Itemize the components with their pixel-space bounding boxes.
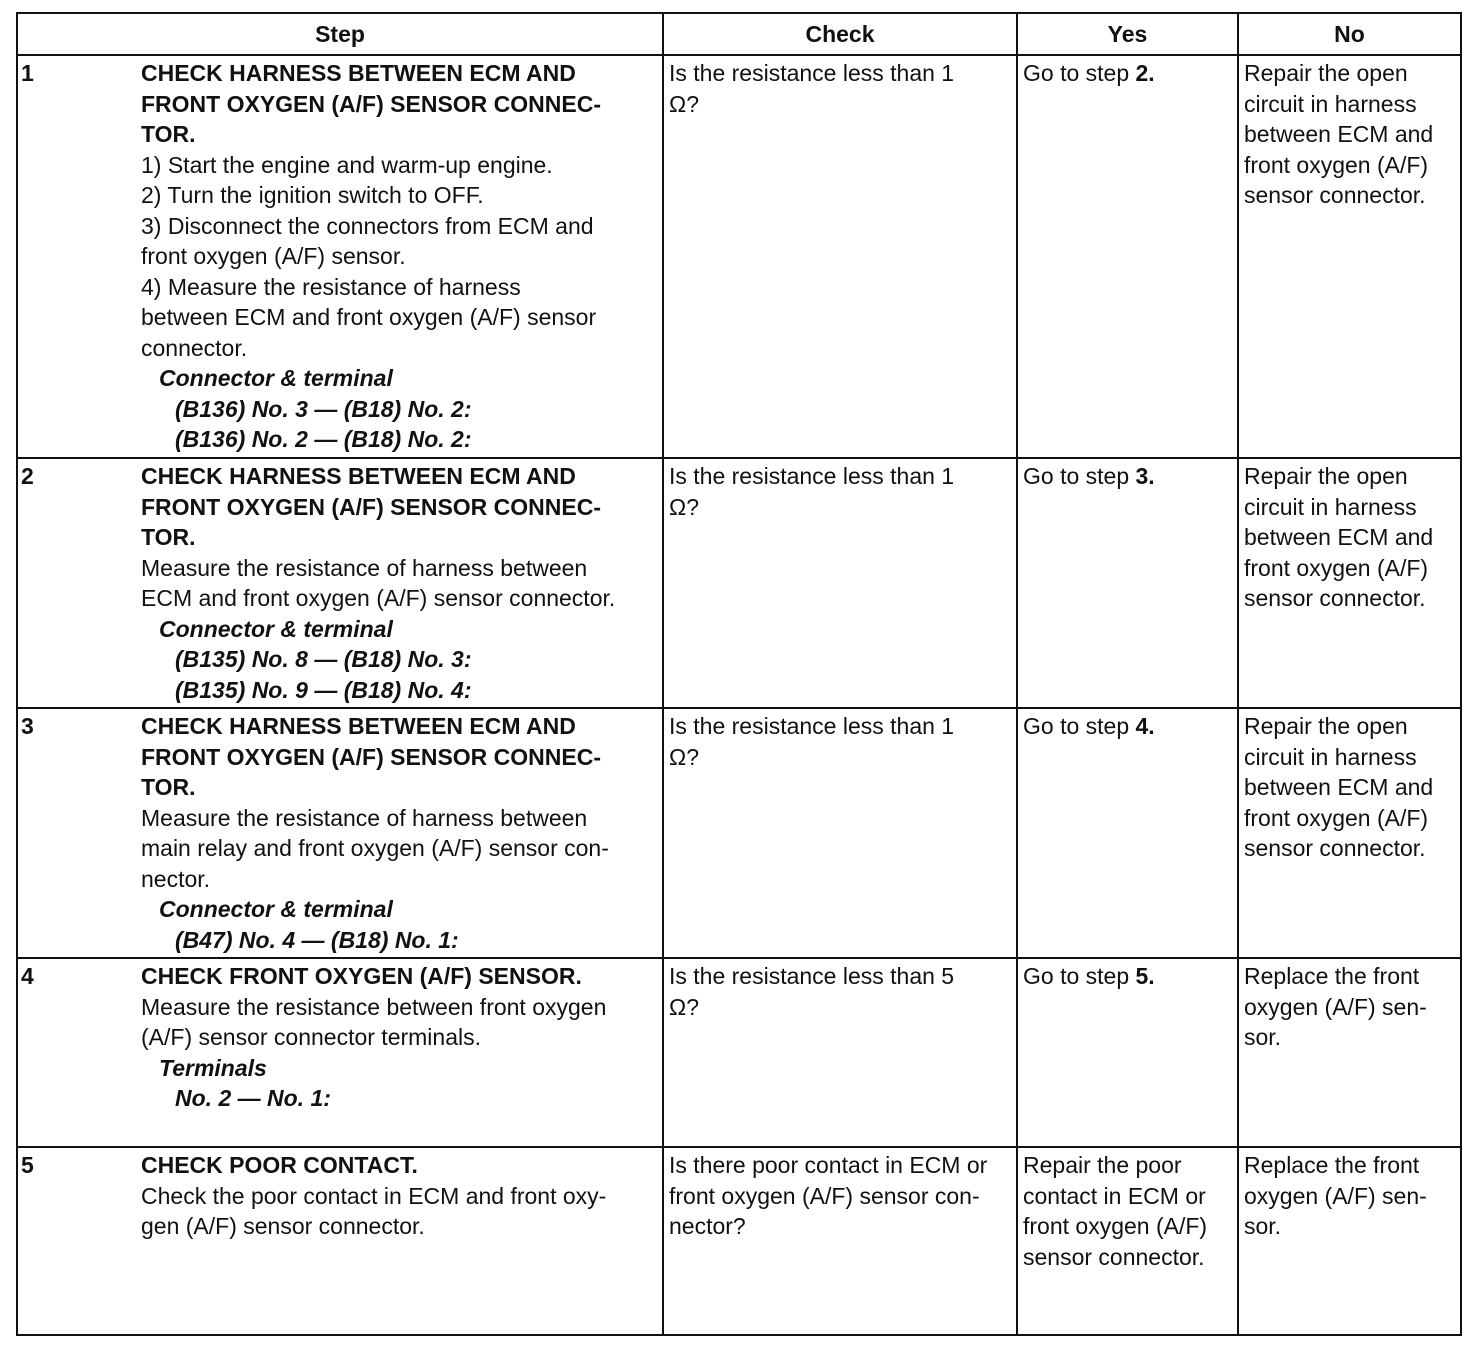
no-line: Repair the open — [1244, 463, 1408, 489]
check-line: Is the resistance less than 1 — [669, 60, 955, 86]
no-line: oxygen (A/F) sen- — [1244, 993, 1427, 1020]
step-cell — [17, 458, 663, 708]
table-row — [17, 708, 1461, 958]
step-title-line: TOR. — [141, 774, 196, 800]
no-cell — [1238, 458, 1461, 708]
no-cell — [1238, 1147, 1461, 1335]
step-title-line: FRONT OXYGEN (A/F) SENSOR CONNEC- — [141, 493, 602, 520]
step-body-line: (A/F) sensor connector terminals. — [141, 1024, 482, 1050]
terminals-heading: Terminals — [159, 1054, 267, 1081]
header-check: Check — [663, 13, 1017, 55]
step-body-line: Measure the resistance of harness between — [141, 554, 588, 581]
connector-terminal-heading: Connector & terminal — [159, 896, 393, 922]
yes-line: sensor connector. — [1023, 1243, 1205, 1270]
step-title-line: CHECK HARNESS BETWEEN ECM AND — [141, 713, 576, 739]
table-header-row — [17, 13, 1461, 55]
check-cell — [663, 458, 1017, 708]
yes-cell — [1017, 458, 1238, 708]
step-body-line: Check the poor contact in ECM and front oxy- — [141, 1182, 607, 1209]
table-row — [17, 55, 1461, 458]
step-number: 3 — [21, 713, 34, 739]
step-body-line: 3) Disconnect the connectors from ECM and — [141, 212, 594, 239]
no-line: Repair the open — [1244, 60, 1408, 86]
yes-prefix: Go to step — [1023, 60, 1130, 86]
yes-line: Repair the poor — [1023, 1152, 1182, 1178]
check-line: Is there poor contact in ECM or — [669, 1152, 988, 1178]
step-body-line: Measure the resistance between front oxygen — [141, 993, 607, 1020]
no-line: between ECM and — [1244, 524, 1434, 550]
check-line: Is the resistance less than 5 — [669, 963, 955, 989]
no-line: Replace the front — [1244, 1152, 1420, 1178]
step-cell — [17, 708, 663, 958]
step-body-line: ECM and front oxygen (A/F) sensor connector. — [141, 585, 616, 611]
step-title-line: CHECK HARNESS BETWEEN ECM AND — [141, 463, 576, 489]
step-title-line: CHECK FRONT OXYGEN (A/F) SENSOR. — [141, 963, 582, 989]
no-line: circuit in harness — [1244, 493, 1417, 520]
step-number: 5 — [21, 1152, 34, 1178]
yes-step-ref: 3. — [1135, 463, 1155, 489]
yes-step-ref: 2. — [1135, 60, 1155, 86]
step-body-line: front oxygen (A/F) sensor. — [141, 243, 406, 269]
check-line: Is the resistance less than 1 — [669, 463, 955, 489]
no-line: sor. — [1244, 1213, 1282, 1239]
header-yes: Yes — [1017, 13, 1238, 55]
no-line: Replace the front — [1244, 963, 1420, 989]
no-line: sensor connector. — [1244, 182, 1426, 208]
check-line: nector? — [669, 1213, 746, 1239]
no-line: circuit in harness — [1244, 90, 1417, 117]
check-line: Ω? — [669, 743, 699, 770]
no-line: circuit in harness — [1244, 743, 1417, 770]
step-title-line: FRONT OXYGEN (A/F) SENSOR CONNEC- — [141, 90, 602, 117]
step-title-line: CHECK POOR CONTACT. — [141, 1152, 418, 1178]
yes-cell — [1017, 1147, 1238, 1335]
diagnostic-table — [16, 12, 1462, 1336]
step-title-line: TOR. — [141, 121, 196, 147]
step-cell — [17, 55, 663, 458]
table-row — [17, 458, 1461, 708]
step-title-line: CHECK HARNESS BETWEEN ECM AND — [141, 60, 576, 86]
step-number: 1 — [21, 60, 34, 86]
step-title-line: TOR. — [141, 524, 196, 550]
header-no: No — [1238, 13, 1461, 55]
check-cell — [663, 55, 1017, 458]
no-line: sensor connector. — [1244, 585, 1426, 611]
no-cell — [1238, 708, 1461, 958]
connector-terminal-heading: Connector & terminal — [159, 615, 393, 642]
yes-cell — [1017, 55, 1238, 458]
check-line: Ω? — [669, 993, 699, 1020]
yes-step-ref: 4. — [1135, 713, 1155, 739]
step-body-line: Measure the resistance of harness between — [141, 804, 588, 831]
step-body-line: connector. — [141, 334, 248, 361]
no-cell — [1238, 958, 1461, 1147]
check-cell — [663, 1147, 1017, 1335]
no-line: sensor connector. — [1244, 835, 1426, 861]
check-cell — [663, 958, 1017, 1147]
diagnostic-table-container — [16, 12, 1460, 1336]
check-line: Ω? — [669, 493, 699, 520]
connector-terminal-item: (B135) No. 9 — (B18) No. 4: — [175, 676, 472, 703]
no-line: Repair the open — [1244, 713, 1408, 739]
no-line: oxygen (A/F) sen- — [1244, 1182, 1427, 1209]
connector-terminal-item: (B135) No. 8 — (B18) No. 3: — [175, 646, 472, 672]
yes-cell — [1017, 708, 1238, 958]
no-line: sor. — [1244, 1024, 1282, 1050]
connector-terminal-item: (B136) No. 3 — (B18) No. 2: — [175, 395, 472, 422]
no-line: between ECM and — [1244, 121, 1434, 147]
yes-step-ref: 5. — [1135, 963, 1155, 989]
table-row — [17, 1147, 1461, 1335]
step-body-line: 2) Turn the ignition switch to OFF. — [141, 182, 484, 208]
connector-terminal-heading: Connector & terminal — [159, 365, 393, 391]
yes-prefix: Go to step — [1023, 963, 1130, 989]
step-cell — [17, 958, 663, 1147]
check-cell — [663, 708, 1017, 958]
yes-prefix: Go to step — [1023, 463, 1130, 489]
step-body-line: main relay and front oxygen (A/F) sensor con- — [141, 835, 609, 861]
yes-line: front oxygen (A/F) — [1023, 1213, 1208, 1239]
header-step: Step — [17, 13, 663, 55]
step-body-line: gen (A/F) sensor connector. — [141, 1213, 425, 1239]
check-line: Ω? — [669, 90, 699, 117]
check-line: front oxygen (A/F) sensor con- — [669, 1182, 980, 1209]
step-body-line: 1) Start the engine and warm-up engine. — [141, 151, 553, 178]
yes-cell — [1017, 958, 1238, 1147]
check-line: Is the resistance less than 1 — [669, 713, 955, 739]
step-cell — [17, 1147, 663, 1335]
table-body — [17, 55, 1461, 1335]
step-body-line: nector. — [141, 865, 211, 892]
no-line: front oxygen (A/F) — [1244, 151, 1429, 178]
table-row — [17, 958, 1461, 1147]
no-line: front oxygen (A/F) — [1244, 804, 1429, 831]
no-line: between ECM and — [1244, 774, 1434, 800]
terminals-item: No. 2 — No. 1: — [175, 1085, 331, 1111]
step-number: 4 — [21, 963, 34, 989]
connector-terminal-item: (B47) No. 4 — (B18) No. 1: — [175, 926, 459, 953]
no-line: front oxygen (A/F) — [1244, 554, 1429, 581]
no-cell — [1238, 55, 1461, 458]
step-title-line: FRONT OXYGEN (A/F) SENSOR CONNEC- — [141, 743, 602, 770]
yes-prefix: Go to step — [1023, 713, 1130, 739]
step-body-line: between ECM and front oxygen (A/F) sensor — [141, 304, 597, 330]
step-number: 2 — [21, 463, 34, 489]
step-body-line: 4) Measure the resistance of harness — [141, 273, 521, 300]
connector-terminal-item: (B136) No. 2 — (B18) No. 2: — [175, 426, 472, 452]
yes-line: contact in ECM or — [1023, 1182, 1206, 1209]
